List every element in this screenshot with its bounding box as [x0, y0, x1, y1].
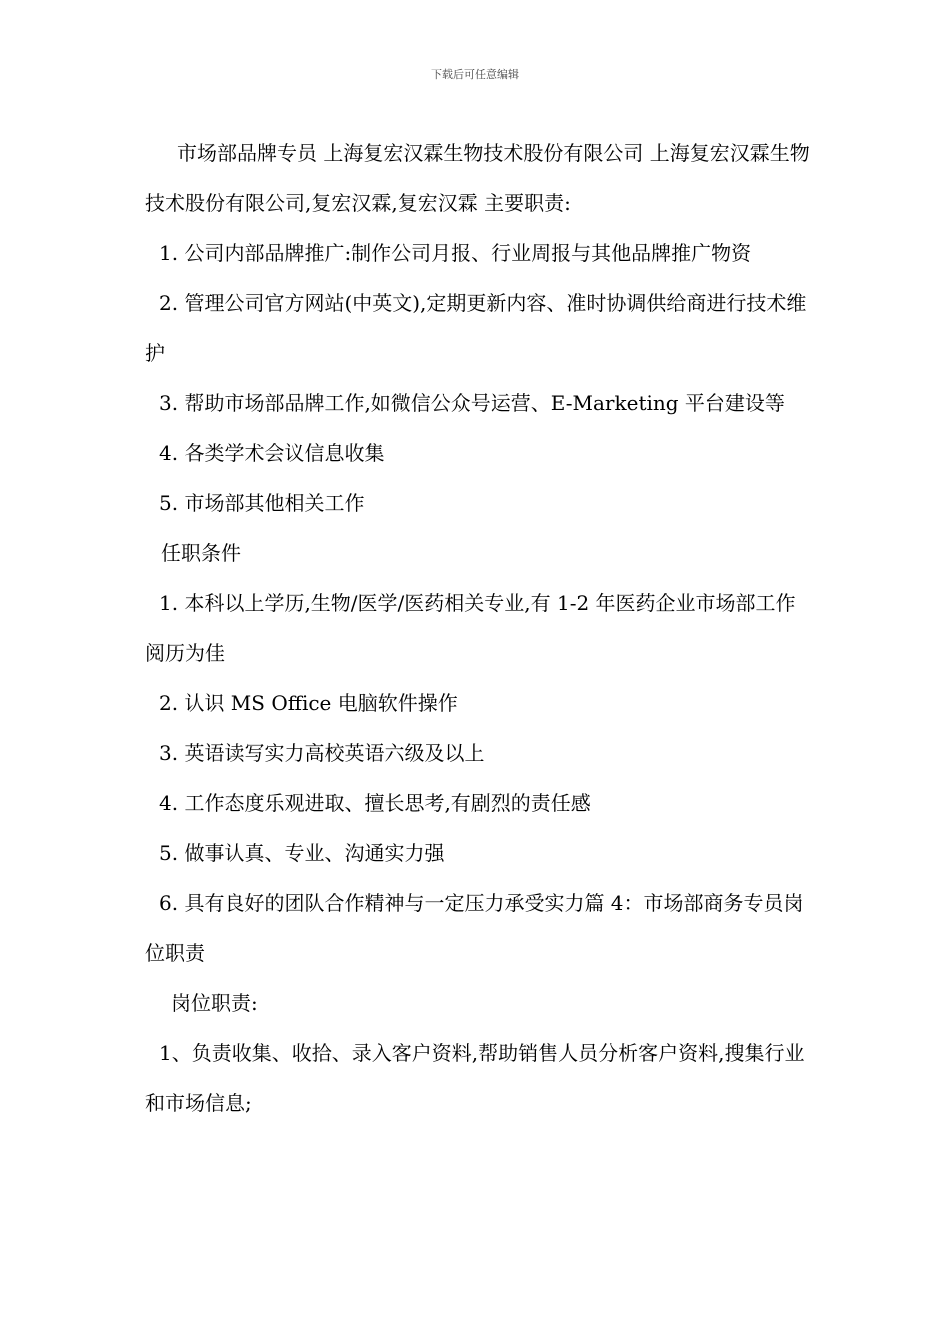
- document-body: [145, 128, 810, 1128]
- page-header: 下载后可任意编辑: [431, 68, 519, 81]
- section2-heading: 岗位职责:: [171, 991, 258, 1015]
- section2-item-1: 1、负责收集、收拾、录入客户资料,帮助销售人员分析客户资料,搜集行业和市场信息;: [145, 1041, 805, 1115]
- duty-item-2: 2. 管理公司官方网站(中英文),定期更新内容、准时协调供给商进行技术维护: [145, 291, 807, 365]
- requirements-heading: 任职条件: [161, 541, 241, 565]
- requirement-item-1: 1. 本科以上学历,生物/医学/医药相关专业,有 1-2 年医药企业市场部工作阅历为佳: [145, 591, 796, 665]
- duty-item-4: 4. 各类学术会议信息收集: [159, 441, 385, 465]
- intro-paragraph: 市场部品牌专员 上海复宏汉霖生物技术股份有限公司 上海复宏汉霖生物技术股份有限公司,复宏汉霖,复宏汉霖 主要职责:: [145, 141, 810, 215]
- duty-item-1: 1. 公司内部品牌推广:制作公司月报、行业周报与其他品牌推广物资: [159, 241, 752, 265]
- requirement-item-2: 2. 认识 MS Office 电脑软件操作: [159, 691, 458, 715]
- requirement-item-6: 6. 具有良好的团队合作精神与一定压力承受实力篇 4：市场部商务专员岗位职责: [145, 891, 804, 965]
- requirement-item-5: 5. 做事认真、专业、沟通实力强: [159, 841, 445, 865]
- duty-item-3: 3. 帮助市场部品牌工作,如微信公众号运营、E-Marketing 平台建设等: [159, 391, 785, 415]
- requirement-item-4: 4. 工作态度乐观进取、擅长思考,有剧烈的责任感: [159, 791, 591, 815]
- requirement-item-3: 3. 英语读写实力高校英语六级及以上: [159, 741, 485, 765]
- duty-item-5: 5. 市场部其他相关工作: [159, 491, 365, 515]
